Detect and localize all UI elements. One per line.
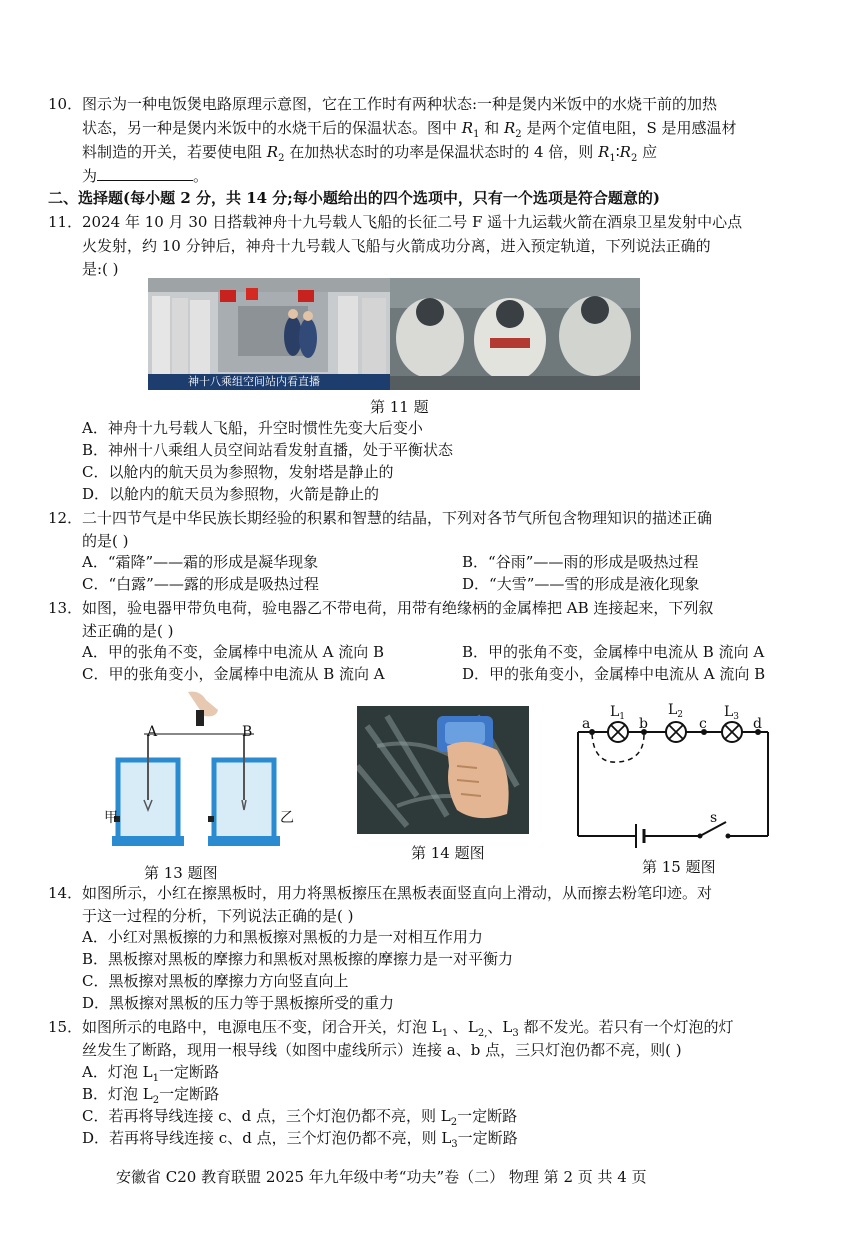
figure-13-caption: 第 13 题图 — [144, 864, 218, 882]
fig15-label-l3: $L_3$ — [724, 704, 740, 722]
q13-option-d[interactable]: D．甲的张角变小，金属棒中电流从 A 流向 B — [462, 665, 766, 683]
fig15-label-c: c — [699, 716, 707, 732]
q14-text-line1: 如图所示，小红在擦黑板时，用力将黑板擦压在黑板表面竖直向上滑动，从而擦去粉笔印迹。对 — [82, 884, 713, 902]
fig15-label-l2: $L_2$ — [668, 702, 684, 720]
q11-option-d[interactable]: D．以舱内的航天员为参照物，火箭是静止的 — [82, 485, 380, 503]
q11-photo-astronauts — [390, 278, 640, 390]
figure-14-caption: 第 14 题图 — [411, 844, 485, 862]
q13-text-line2: 述正确的是( ) — [82, 622, 174, 640]
q14-option-c[interactable]: C．黑板擦对黑板的摩擦力方向竖直向上 — [82, 972, 349, 990]
q11-text-line3: 是:( ) — [82, 260, 119, 278]
fig13-label-yi: 乙 — [280, 810, 294, 826]
q13-option-b[interactable]: B．甲的张角不变，金属棒中电流从 B 流向 A — [462, 643, 765, 661]
figure-15-caption: 第 15 题图 — [642, 858, 716, 876]
q11-photo-space-station — [148, 278, 390, 390]
q14-option-a[interactable]: A．小红对黑板擦的力和黑板擦对黑板的力是一对相互作用力 — [82, 928, 483, 946]
q12-number: 12． — [48, 509, 83, 527]
q14-number: 14． — [48, 884, 83, 902]
q10-text-line1: 图示为一种电饭煲电路原理示意图，它在工作时有两种状态:一种是煲内米饭中的水烧干前的加热 — [82, 95, 718, 113]
q14-text-line2: 于这一过程的分析，下列说法正确的是( ) — [82, 907, 354, 925]
fig15-label-s: s — [710, 810, 718, 826]
q11-figure-caption: 第 11 题 — [370, 398, 429, 416]
q15-option-b[interactable]: B．灯泡 $L_2$一定断路 — [82, 1085, 220, 1106]
q15-option-a[interactable]: A．灯泡 $L_1$一定断路 — [82, 1063, 219, 1084]
q12-text-line1: 二十四节气是中华民族长期经验的积累和智慧的结晶，下列对各节气所包含物理知识的描述正确 — [82, 509, 713, 527]
q10-number: 10． — [48, 95, 83, 113]
q15-text-line1: 如图所示的电路中，电源电压不变，闭合开关，灯泡 $L_1$ 、$L_{2,}$、$L_3$ 都不发光。若只有一个灯泡的灯 — [82, 1018, 734, 1039]
q15-text-line2: 丝发生了断路，现用一根导线（如图中虚线所示）连接 a、b 点，三只灯泡仍都不亮，则( ) — [82, 1041, 682, 1059]
q15-option-c[interactable]: C．若再将导线连接 c、d 点，三个灯泡仍都不亮，则 $L_2$一定断路 — [82, 1107, 518, 1128]
q11-option-b[interactable]: B．神州十八乘组人员空间站看发射直播，处于平衡状态 — [82, 441, 454, 459]
q10-answer-blank[interactable] — [97, 166, 193, 181]
figure-15-circuit — [572, 698, 772, 850]
figure-14-blackboard-eraser — [357, 706, 529, 834]
q10-text-line2: 状态，另一种是煲内米饭中的水烧干后的保温状态。图中 $R_1$ 和 $R_2$ 是两个定值电阻，S 是用感温材 — [82, 119, 737, 140]
q13-number: 13． — [48, 599, 83, 617]
fig13-label-jia: 甲 — [104, 810, 118, 826]
fig13-label-b: B — [242, 724, 253, 740]
q12-option-b[interactable]: B．“谷雨”——雨的形成是吸热过程 — [462, 553, 699, 571]
section-2-heading: 二、选择题(每小题 2 分，共 14 分;每小题给出的四个选项中，只有一个选项是符合题意的) — [48, 189, 660, 207]
fig15-label-a: a — [582, 716, 591, 732]
fig15-label-b: b — [639, 716, 648, 732]
fig15-label-l1: $L_1$ — [610, 704, 626, 722]
q14-option-b[interactable]: B．黑板擦对黑板的摩擦力和黑板对黑板擦的摩擦力是一对平衡力 — [82, 950, 514, 968]
q11-option-a[interactable]: A．神舟十九号载人飞船，升空时惯性先变大后变小 — [82, 419, 423, 437]
q10-text-line4: 为 。 — [82, 167, 209, 185]
q11-option-c[interactable]: C．以舱内的航天员为参照物，发射塔是静止的 — [82, 463, 394, 481]
q12-option-c[interactable]: C．“白露”——露的形成是吸热过程 — [82, 575, 319, 593]
q13-option-c[interactable]: C．甲的张角变小，金属棒中电流从 B 流向 A — [82, 665, 385, 683]
q15-number: 15． — [48, 1018, 83, 1036]
q12-option-a[interactable]: A．“霜降”——霜的形成是凝华现象 — [82, 553, 319, 571]
q11-text-line1: 2024 年 10 月 30 日搭载神舟十九号载人飞船的长征二号 F 遥十九运载火箭在酒泉卫星发射中心点 — [82, 213, 743, 231]
q11-photo-caption: 神十八乘组空间站内看直播 — [188, 375, 320, 388]
q11-text-line2: 火发射，约 10 分钟后，神舟十九号载人飞船与火箭成功分离，进入预定轨道，下列说法正确的 — [82, 237, 711, 255]
fig15-label-d: d — [753, 716, 762, 732]
figure-13-electroscopes — [104, 690, 304, 852]
q12-text-line2: 的是( ) — [82, 532, 129, 550]
q13-option-a[interactable]: A．甲的张角不变，金属棒中电流从 A 流向 B — [82, 643, 384, 661]
q14-option-d[interactable]: D．黑板擦对黑板的压力等于黑板擦所受的重力 — [82, 994, 395, 1012]
q13-text-line1: 如图，验电器甲带负电荷，验电器乙不带电荷，用带有绝缘柄的金属棒把 AB 连接起来，下列叙 — [82, 599, 714, 617]
q10-text-line3: 料制造的开关，若要使电阻 $R_2$ 在加热状态时的功率是保温状态时的 4 倍，则 $R_1∶R_2$ 应 — [82, 143, 658, 164]
q12-option-d[interactable]: D．“大雪”——雪的形成是液化现象 — [462, 575, 700, 593]
page-footer: 安徽省 C20 教育联盟 2025 年九年级中考“功夫”卷（二） 物理 第 2 页 共 4 页 — [116, 1168, 647, 1186]
fig13-label-a: A — [147, 724, 158, 740]
q11-number: 11． — [48, 213, 83, 231]
q15-option-d[interactable]: D．若再将导线连接 c、d 点，三个灯泡仍都不亮，则 $L_3$一定断路 — [82, 1129, 518, 1150]
